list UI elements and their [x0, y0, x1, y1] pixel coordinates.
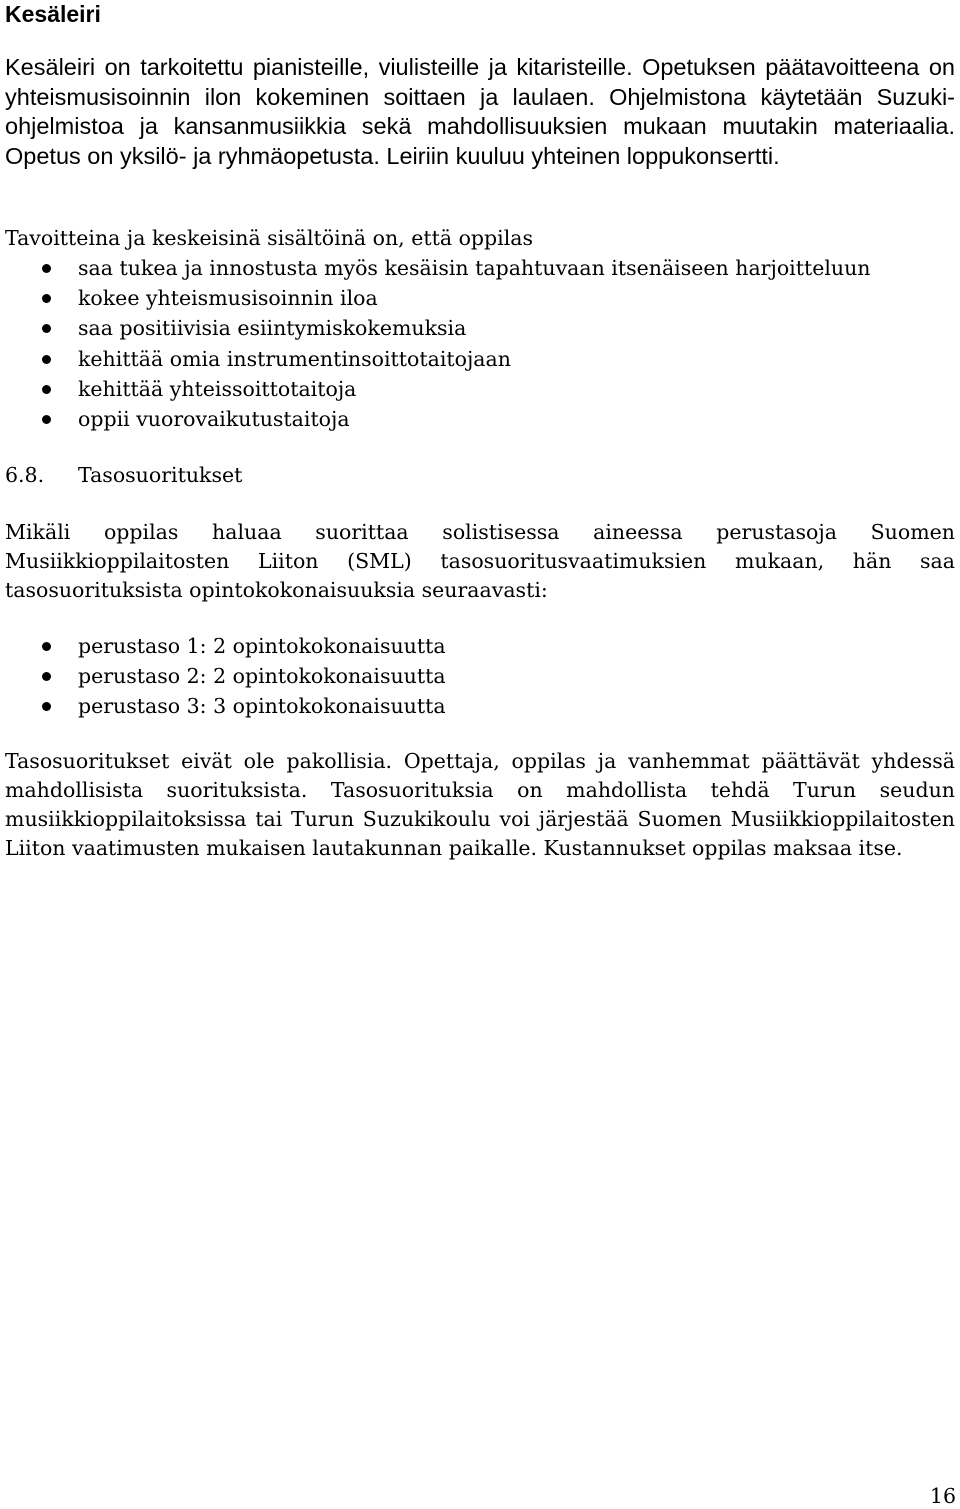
list-item: perustaso 1: 2 opintokokonaisuutta — [5, 632, 955, 662]
section-number: 6.8. — [5, 463, 45, 487]
goals-list — [5, 254, 955, 435]
list-item: kokee yhteismusisoinnin iloa — [5, 284, 955, 314]
bullet-icon — [42, 355, 51, 364]
bullet-icon — [42, 294, 51, 303]
bullet-icon — [42, 642, 51, 651]
list-item: saa tukea ja innostusta myös kesäisin tapahtuvaan itsenäiseen harjoitteluun — [5, 254, 955, 284]
page-number: 16 — [929, 1484, 956, 1508]
bullet-icon — [42, 324, 51, 333]
section-paragraph: Mikäli oppilas haluaa suorittaa solistisessa aineessa perustasoja Suomen Musiikkioppilaitosten Liiton (SML) tasosuoritusvaatimuksien mukaan, hän saa tasosuorituksista opintokokonaisuuksia seuraavasti: — [5, 520, 955, 602]
list-item: saa positiivisia esiintymiskokemuksia — [5, 314, 955, 344]
list-item: perustaso 3: 3 opintokokonaisuutta — [5, 692, 955, 722]
list-item: kehittää yhteissoittotaitoja — [5, 375, 955, 405]
bullet-icon — [42, 415, 51, 424]
list-item: perustaso 2: 2 opintokokonaisuutta — [5, 662, 955, 692]
intro-paragraph: Kesäleiri on tarkoitettu pianisteille, viulisteille ja kitaristeille. Opetuksen päätavoitteena on yhteismusisoinnin ilon kokeminen soittaen ja laulaen. Ohjelmistona käytetään Suzuki-ohjelmistoa ja kansanmusiikkia sekä mahdollisuuksien mukaan muutakin materiaalia. Opetus on yksilö- ja ryhmäopetusta. Leiriin kuuluu yhteinen loppukonsertti. — [5, 54, 955, 169]
bullet-icon — [42, 264, 51, 273]
closing-paragraph: Tasosuoritukset eivät ole pakollisia. Opettaja, oppilas ja vanhemmat päättävät yhdessä mahdollisista suorituksista. Tasosuorituksia on mahdollista tehdä Turun seudun musiikkioppilaitoksissa tai Turun Suzukikoulu voi järjestää Suomen Musiikkioppilaitosten Liiton vaatimusten mukaisen lautakunnan paikalle. Kustannukset oppilas maksaa itse. — [5, 749, 955, 860]
bullet-icon — [42, 702, 51, 711]
list-item: oppii vuorovaikutustaitoja — [5, 405, 955, 435]
list-item: kehittää omia instrumentinsoittotaitojaan — [5, 345, 955, 375]
bullet-icon — [42, 385, 51, 394]
section-title: Tasosuoritukset — [78, 463, 243, 487]
bullet-icon — [42, 672, 51, 681]
levels-list — [5, 632, 955, 723]
goals-intro: Tavoitteina ja keskeisinä sisältöinä on, että oppilas — [5, 226, 534, 250]
page-title: Kesäleiri — [5, 1, 101, 27]
